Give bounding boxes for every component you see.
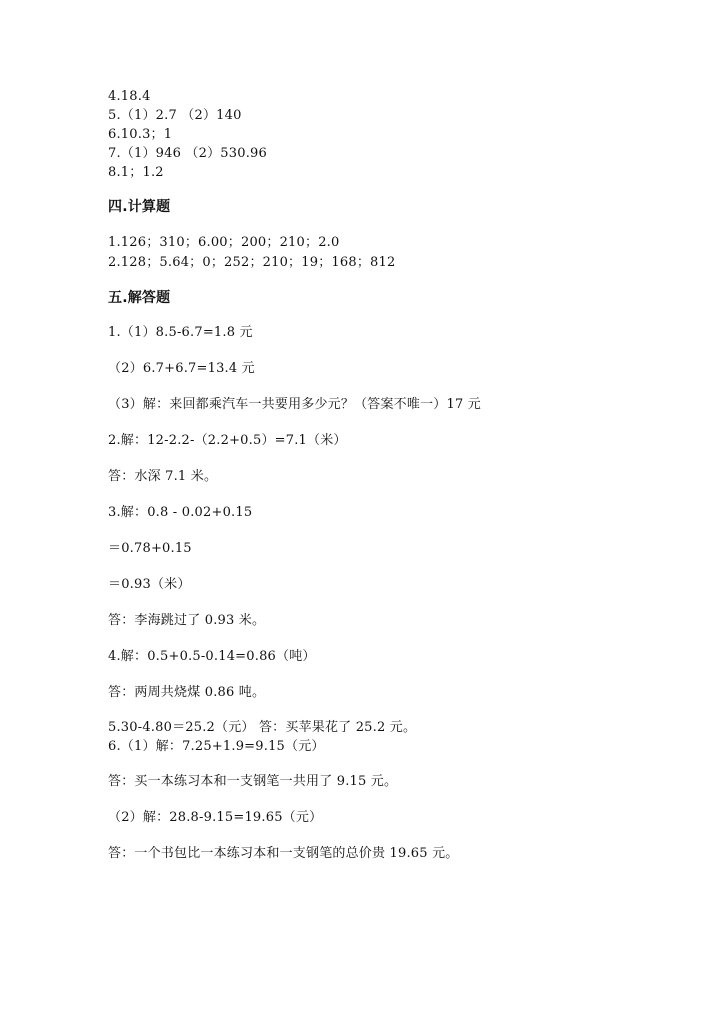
answer-line: ＝0.78+0.15 xyxy=(108,541,192,556)
answer-line: 3.解：0.8 - 0.02+0.15 xyxy=(108,505,253,520)
answer-line: 5.30-4.80＝25.2（元） 答：买苹果花了 25.2 元。 xyxy=(108,720,417,735)
answer-line: ＝0.93（米） xyxy=(108,577,191,592)
answer-line: 4.18.4 xyxy=(108,89,151,104)
section-heading-word-problems: 五.解答题 xyxy=(108,290,171,306)
answer-line: 答：两周共烧煤 0.86 吨。 xyxy=(108,685,266,700)
answer-line: 5.（1）2.7 （2）140 xyxy=(108,108,242,123)
answer-line: 1.（1）8.5-6.7=1.8 元 xyxy=(108,325,253,340)
answer-line: （2）6.7+6.7=13.4 元 xyxy=(108,361,255,376)
section-heading-calculation: 四.计算题 xyxy=(108,199,171,215)
answer-line: 1.126；310；6.00；200；210；2.0 xyxy=(108,235,340,250)
answer-line: 8.1；1.2 xyxy=(108,165,164,180)
answer-line: 2.解：12-2.2-（2.2+0.5）=7.1（米） xyxy=(108,433,347,448)
answer-line: 6.（1）解：7.25+1.9=9.15（元） xyxy=(108,739,325,754)
answer-line: 答：买一本练习本和一支钢笔一共用了 9.15 元。 xyxy=(108,774,398,789)
answer-line: 2.128；5.64；0；252；210；19；168；812 xyxy=(108,255,396,270)
answer-line: 6.10.3；1 xyxy=(108,127,173,142)
answer-line: 7.（1）946 （2）530.96 xyxy=(108,146,267,161)
answer-line: 答：李海跳过了 0.93 米。 xyxy=(108,613,266,628)
answer-line: （2）解：28.8-9.15=19.65（元） xyxy=(108,810,323,825)
answer-line: 4.解：0.5+0.5-0.14=0.86（吨） xyxy=(108,649,316,664)
answer-line: （3）解：来回都乘汽车一共要用多少元？（答案不唯一）17 元 xyxy=(108,397,481,412)
answer-line: 答：水深 7.1 米。 xyxy=(108,469,218,484)
answer-line: 答：一个书包比一本练习本和一支钢笔的总价贵 19.65 元。 xyxy=(108,846,459,861)
